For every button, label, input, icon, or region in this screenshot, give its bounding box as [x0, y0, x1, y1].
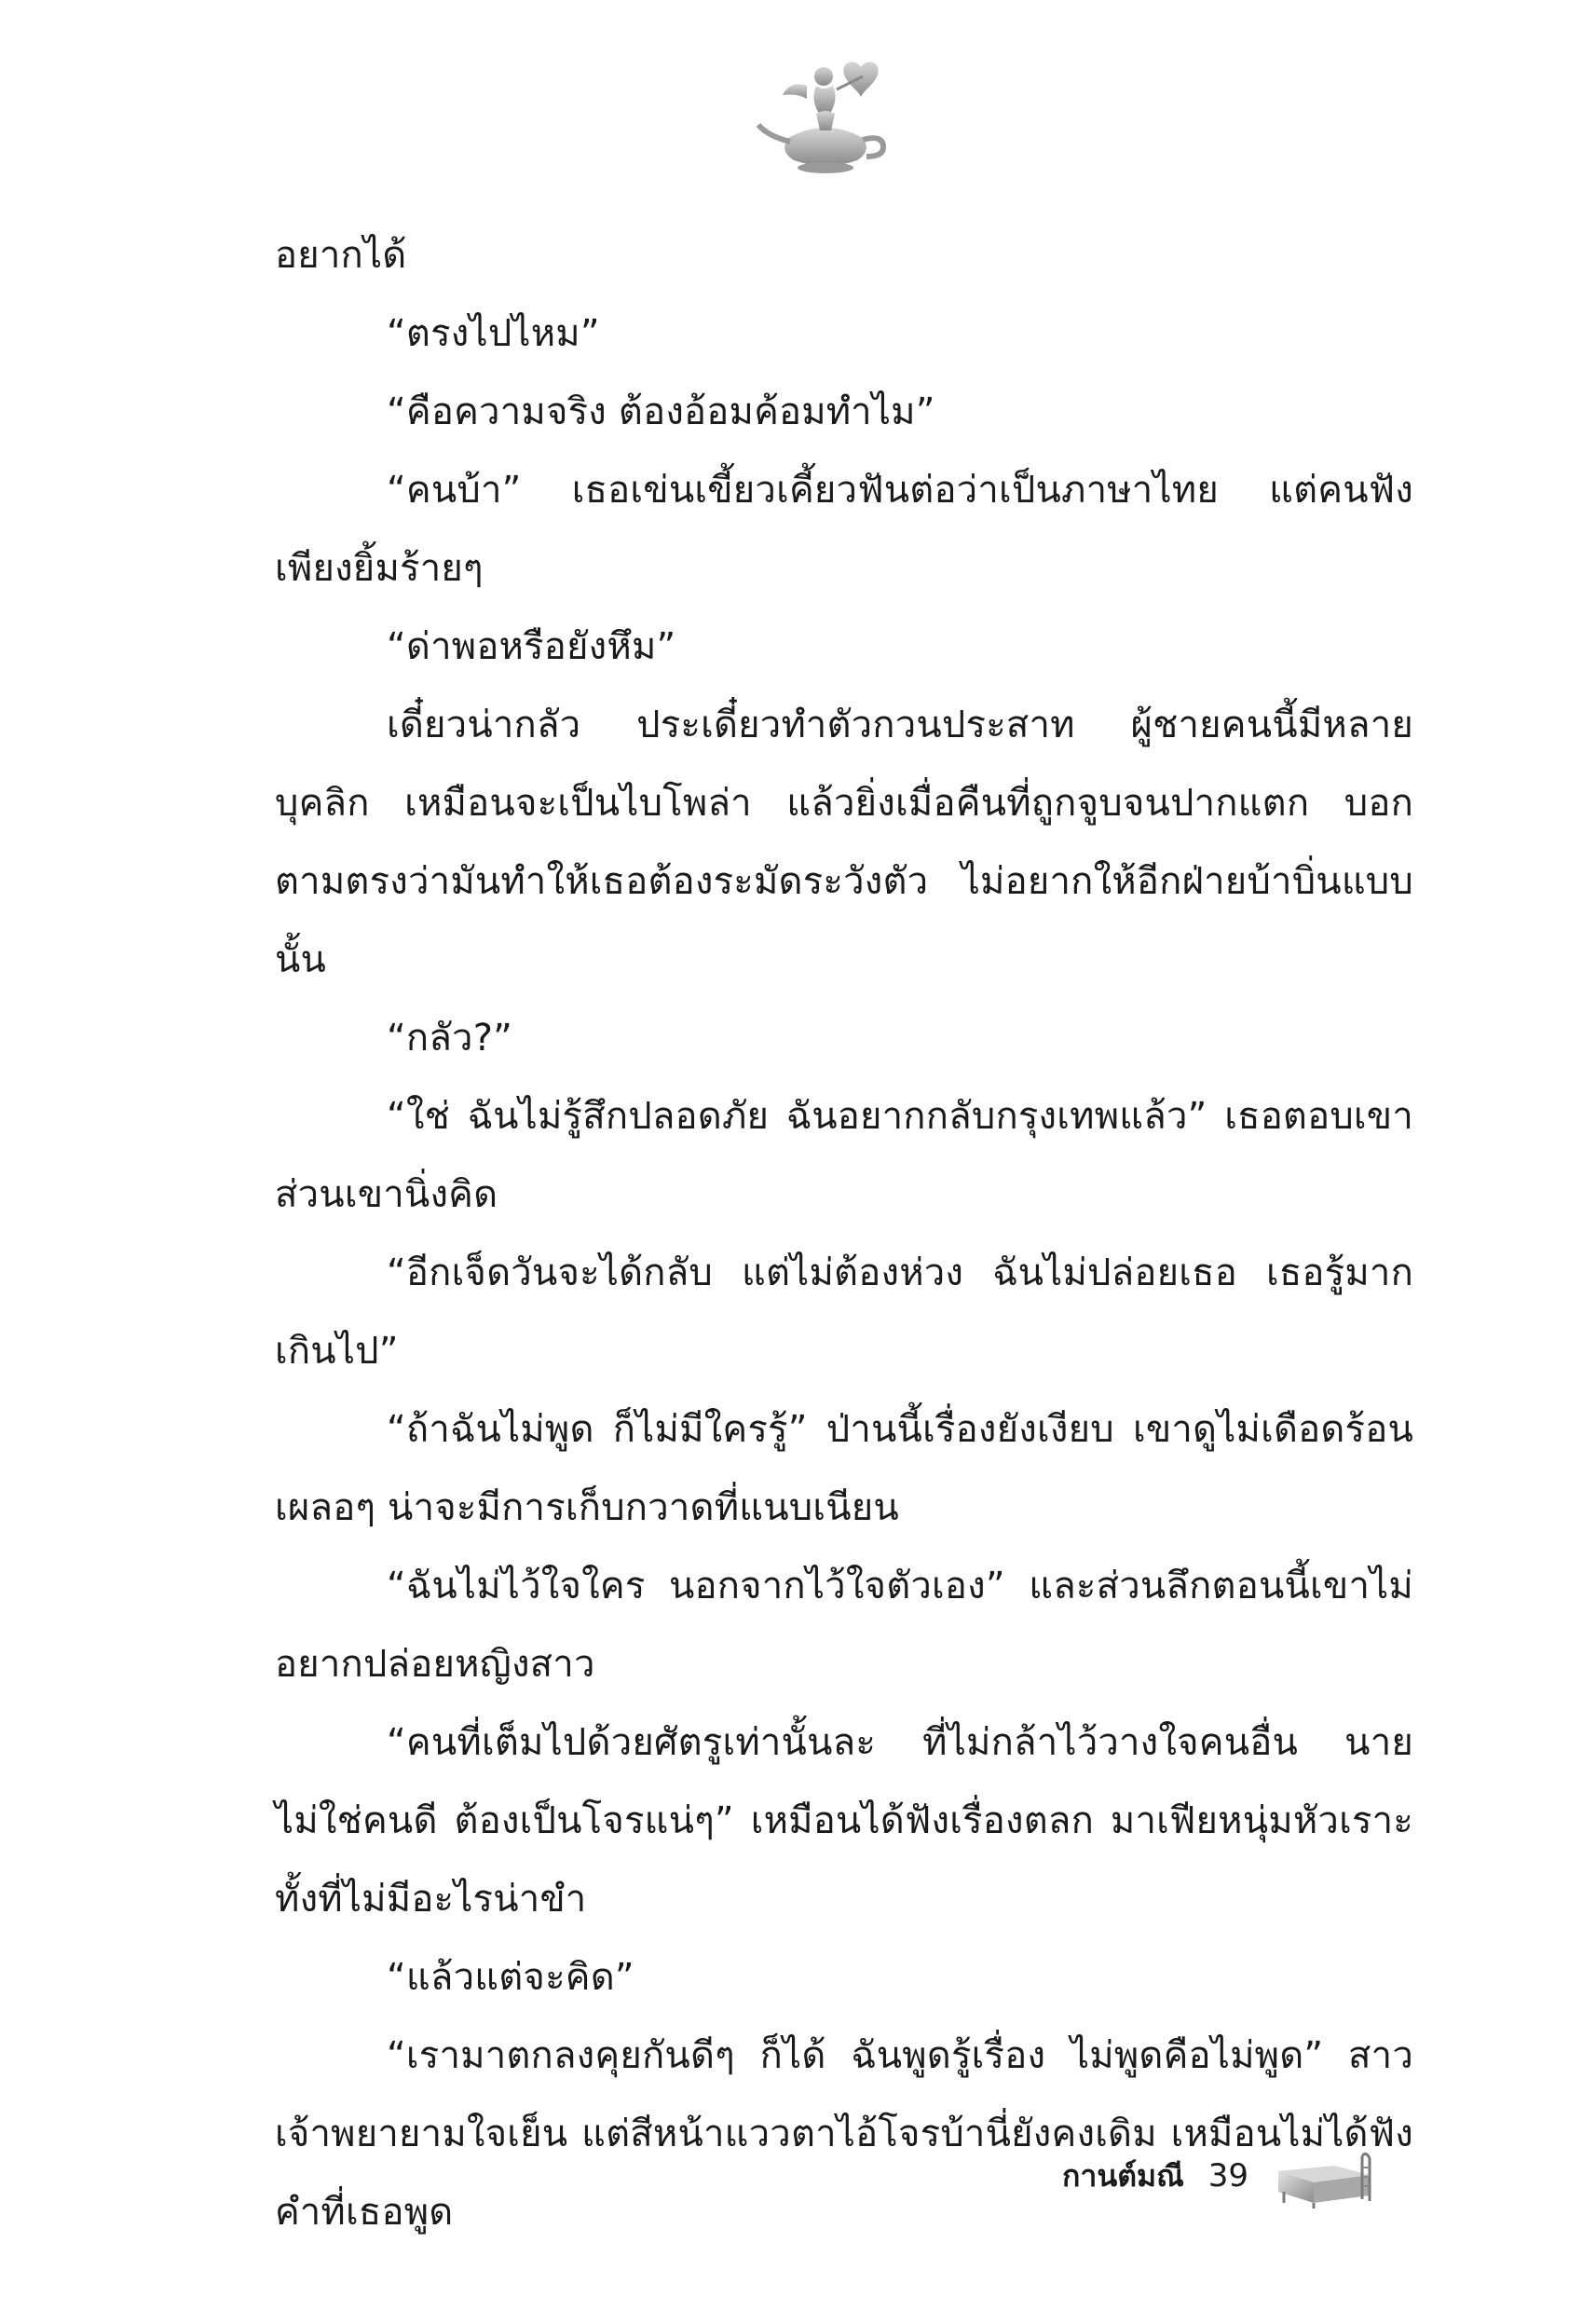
page-footer	[1062, 2139, 1416, 2213]
page-number: 39	[1207, 2157, 1249, 2195]
book-title: กานต์มณี	[1062, 2157, 1184, 2194]
paragraph-1: อยากได้	[275, 234, 407, 277]
cupid-teapot-ornament-icon	[751, 48, 900, 179]
paragraph-7: “กลัว?”	[387, 1017, 513, 1060]
paragraph-3: “คือความจริง ต้องอ้อมค้อมทำไม”	[387, 390, 935, 433]
paragraph-9: “อีกเจ็ดวันจะได้กลับ แต่ไม่ต้องห่วง ฉันไม่ปล่อยเธอ เธอรู้มากเกินไป”	[275, 1251, 1413, 1373]
body-text	[275, 216, 1413, 2251]
paragraph-5: “ด่าพอหรือยังหึม”	[387, 625, 676, 668]
paragraph-2: “ตรงไปไหม”	[387, 312, 600, 355]
paragraph-6: เดี๋ยวน่ากลัว ประเดี๋ยวทำตัวกวนประสาท ผู้ชายคนนี้มีหลายบุคลิก เหมือนจะเป็นไบโพล่า แล้วยิ่งเมื่อคืนที่ถูกจูบจนปากแตก บอกตามตรงว่ามันทำให้เธอต้องระมัดระวังตัว ไม่อยากให้อีกฝ่ายบ้าบิ่นแบบนั้น	[275, 704, 1413, 981]
paragraph-13: “แล้วแต่จะคิด”	[387, 1956, 634, 1999]
paragraph-4: “คนบ้า” เธอเข่นเขี้ยวเคี้ยวฟันต่อว่าเป็นภาษาไทย แต่คนฟังเพียงยิ้มร้ายๆ	[275, 469, 1413, 590]
paragraph-10: “ถ้าฉันไม่พูด ก็ไม่มีใครรู้” ป่านนี้เรื่องยังเงียบ เขาดูไม่เดือดร้อนเผลอๆ น่าจะมีการเก็บกวาดที่แนบเนียน	[275, 1408, 1413, 1529]
paragraph-11: “ฉันไม่ไว้ใจใคร นอกจากไว้ใจตัวเอง” และส่วนลึกตอนนี้เขาไม่อยากปล่อยหญิงสาว	[275, 1565, 1413, 1686]
bed-icon	[1273, 2143, 1375, 2208]
paragraph-8: “ใช่ ฉันไม่รู้สึกปลอดภัย ฉันอยากกลับกรุงเทพแล้ว” เธอตอบเขา ส่วนเขานิ่งคิด	[275, 1095, 1413, 1216]
paragraph-14: “เรามาตกลงคุยกันดีๆ ก็ได้ ฉันพูดรู้เรื่อง ไม่พูดคือไม่พูด” สาวเจ้าพยายามใจเย็น แต่สีหน้าแววตาไอ้โจรบ้านี่ยังคงเดิม เหมือนไม่ได้ฟังคำที่เธอพูด	[275, 2034, 1413, 2234]
paragraph-12: “คนที่เต็มไปด้วยศัตรูเท่านั้นละ ที่ไม่กล้าไว้วางใจคนอื่น นายไม่ใช่คนดี ต้องเป็นโจรแน่ๆ” เหมือนได้ฟังเรื่องตลก มาเฟียหนุ่มหัวเราะทั้งที่ไม่มีอะไรน่าขำ	[275, 1721, 1413, 1921]
